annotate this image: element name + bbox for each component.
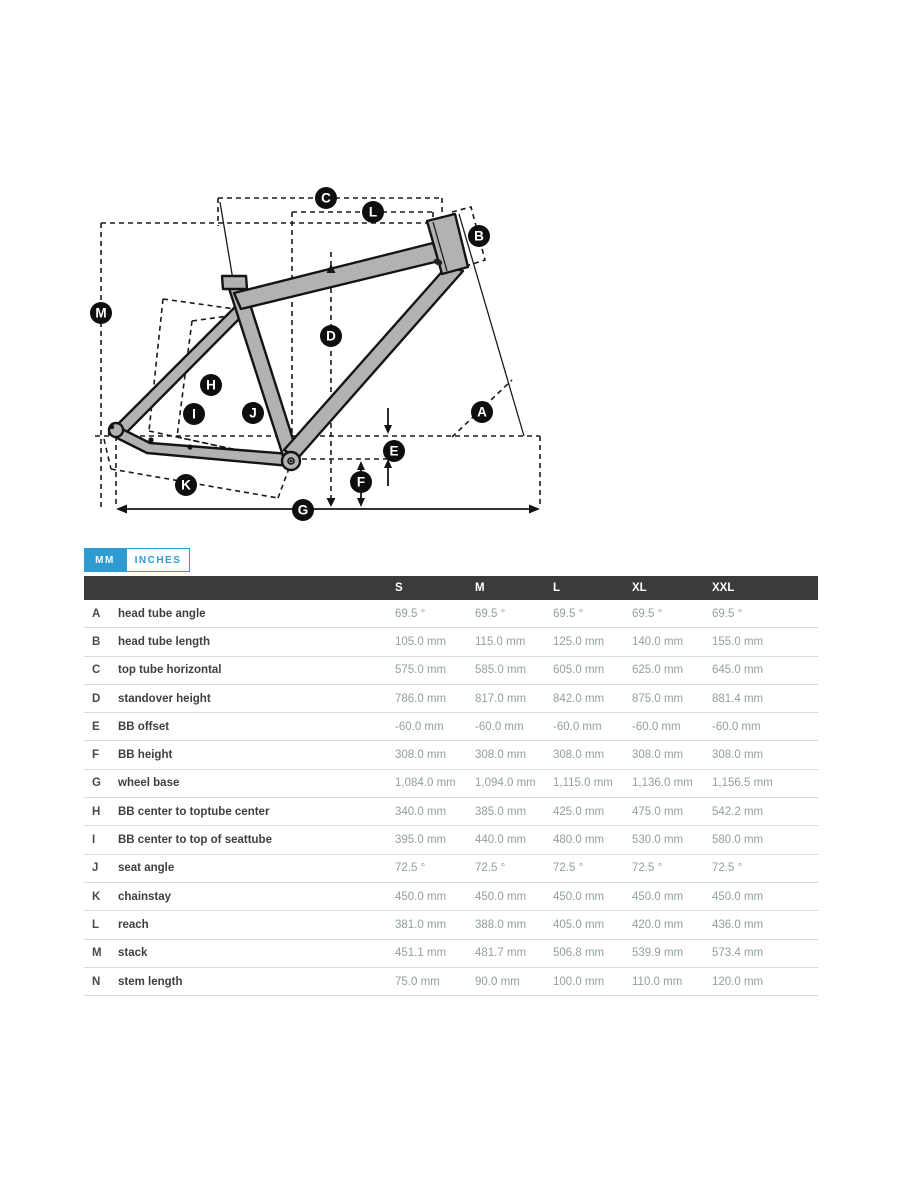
cell-value-xl: 72.5 °	[632, 862, 663, 875]
cell-value-s: 575.0 mm	[395, 664, 447, 677]
cell-value-xxl: 308.0 mm	[712, 749, 764, 762]
cell-value-s: 340.0 mm	[395, 805, 447, 818]
cell-value-s: 395.0 mm	[395, 834, 447, 847]
table-body	[84, 600, 818, 996]
cell-value-xxl: 580.0 mm	[712, 834, 764, 847]
cell-value-l: 450.0 mm	[553, 890, 605, 903]
row-label: seat angle	[118, 862, 175, 875]
table-row	[84, 798, 818, 826]
column-header-xl: XL	[632, 582, 647, 594]
cell-value-m: 388.0 mm	[475, 918, 527, 931]
table-row	[84, 770, 818, 798]
table-row	[84, 741, 818, 769]
cell-value-l: 425.0 mm	[553, 805, 605, 818]
row-key: K	[92, 890, 101, 903]
table-row	[84, 968, 818, 996]
cell-value-xl: 450.0 mm	[632, 890, 684, 903]
cell-value-m: 1,094.0 mm	[475, 777, 536, 790]
svg-text:G: G	[297, 502, 309, 518]
cell-value-s: 786.0 mm	[395, 692, 447, 705]
cell-value-l: 842.0 mm	[553, 692, 605, 705]
diagram-marker-A	[471, 401, 493, 423]
column-header-l: L	[553, 582, 561, 594]
cell-value-l: 125.0 mm	[553, 635, 605, 648]
row-key: E	[92, 720, 100, 733]
cell-value-s: 75.0 mm	[395, 975, 440, 988]
row-label: BB center to top of seattube	[118, 834, 272, 847]
diagram-marker-G	[292, 499, 314, 521]
tab-mm[interactable]: MM	[84, 548, 126, 572]
diagram-marker-F	[350, 471, 372, 493]
table-row	[84, 940, 818, 968]
svg-text:H: H	[206, 377, 216, 393]
row-label: top tube horizontal	[118, 664, 222, 677]
cell-value-s: 381.0 mm	[395, 918, 447, 931]
bb-dot	[290, 460, 293, 463]
cell-value-l: 1,115.0 mm	[553, 777, 613, 790]
bike-geometry-diagram	[85, 175, 555, 525]
cell-value-xxl: -60.0 mm	[712, 720, 761, 733]
row-label: stem length	[118, 975, 183, 988]
svg-text:M: M	[95, 305, 107, 321]
table-row	[84, 713, 818, 741]
diagram-marker-M	[90, 302, 112, 324]
row-label: BB center to toptube center	[118, 805, 270, 818]
cell-value-xxl: 120.0 mm	[712, 975, 764, 988]
dropout-bolt	[110, 425, 114, 429]
diagram-marker-B	[468, 225, 490, 247]
cell-value-xxl: 881.4 mm	[712, 692, 764, 705]
table-row	[84, 685, 818, 713]
svg-text:C: C	[321, 190, 331, 206]
row-key: M	[92, 947, 102, 960]
cell-value-xxl: 69.5 °	[712, 607, 743, 620]
cell-value-s: 450.0 mm	[395, 890, 447, 903]
diagram-marker-D	[320, 325, 342, 347]
cell-value-l: -60.0 mm	[553, 720, 602, 733]
stay-bolt-1	[148, 437, 153, 442]
cell-value-m: -60.0 mm	[475, 720, 524, 733]
row-key: G	[92, 777, 101, 790]
cell-value-xl: 1,136.0 mm	[632, 777, 693, 790]
cell-value-xl: 140.0 mm	[632, 635, 684, 648]
cell-value-m: 450.0 mm	[475, 890, 527, 903]
cell-value-xxl: 72.5 °	[712, 862, 743, 875]
row-key: B	[92, 635, 101, 648]
cell-value-m: 69.5 °	[475, 607, 506, 620]
cell-value-l: 100.0 mm	[553, 975, 605, 988]
table-row	[84, 911, 818, 939]
cell-value-l: 605.0 mm	[553, 664, 605, 677]
cell-value-xxl: 450.0 mm	[712, 890, 764, 903]
cell-value-m: 72.5 °	[475, 862, 506, 875]
cell-value-m: 90.0 mm	[475, 975, 520, 988]
table-row	[84, 855, 818, 883]
cell-value-xl: -60.0 mm	[632, 720, 681, 733]
cell-value-xxl: 155.0 mm	[712, 635, 764, 648]
svg-text:L: L	[368, 204, 378, 220]
table-header	[84, 576, 818, 600]
row-key: A	[92, 607, 101, 620]
row-key: C	[92, 664, 101, 677]
diagram-marker-K	[175, 474, 197, 496]
row-key: L	[92, 918, 100, 931]
svg-text:B: B	[474, 228, 484, 244]
cell-value-xl: 875.0 mm	[632, 692, 684, 705]
cell-value-m: 385.0 mm	[475, 805, 527, 818]
cell-value-xl: 420.0 mm	[632, 918, 684, 931]
unit-tabs	[84, 548, 190, 572]
table-row	[84, 826, 818, 854]
cell-value-m: 585.0 mm	[475, 664, 527, 677]
table-row	[84, 600, 818, 628]
tab-inches[interactable]: INCHES	[126, 548, 190, 572]
table-row	[84, 657, 818, 685]
cell-value-l: 480.0 mm	[553, 834, 605, 847]
cell-value-s: 105.0 mm	[395, 635, 447, 648]
seat-collar	[222, 276, 247, 289]
row-label: BB offset	[118, 720, 170, 733]
cell-value-l: 72.5 °	[553, 862, 584, 875]
seat-tube	[226, 279, 298, 459]
svg-text:E: E	[389, 443, 399, 459]
cell-value-xxl: 1,156.5 mm	[712, 777, 773, 790]
chain-stays	[109, 424, 290, 466]
bike-frame	[109, 214, 468, 470]
row-key: J	[92, 862, 99, 875]
row-key: H	[92, 805, 101, 818]
row-label: reach	[118, 918, 149, 931]
diagram-marker-L	[362, 201, 384, 223]
cell-value-m: 115.0 mm	[475, 635, 526, 648]
cell-value-xxl: 542.2 mm	[712, 805, 764, 818]
cell-value-s: -60.0 mm	[395, 720, 444, 733]
geometry-svg	[85, 175, 555, 525]
cell-value-xxl: 436.0 mm	[712, 918, 764, 931]
row-key: D	[92, 692, 101, 705]
cell-value-s: 1,084.0 mm	[395, 777, 456, 790]
cell-value-xl: 530.0 mm	[632, 834, 684, 847]
svg-text:I: I	[192, 406, 196, 422]
cell-value-m: 481.7 mm	[475, 947, 527, 960]
cell-value-l: 405.0 mm	[553, 918, 605, 931]
row-label: wheel base	[118, 777, 180, 790]
svg-text:D: D	[326, 328, 336, 344]
down-tube	[284, 266, 463, 458]
diagram-marker-I	[183, 403, 205, 425]
cell-value-xxl: 573.4 mm	[712, 947, 764, 960]
cell-value-xl: 475.0 mm	[632, 805, 684, 818]
svg-text:J: J	[249, 405, 257, 421]
diagram-marker-H	[200, 374, 222, 396]
row-key: N	[92, 975, 101, 988]
svg-text:K: K	[181, 477, 191, 493]
cell-value-s: 308.0 mm	[395, 749, 447, 762]
table-row	[84, 628, 818, 656]
diagram-marker-C	[315, 187, 337, 209]
cell-value-l: 506.8 mm	[553, 947, 605, 960]
cell-value-xl: 69.5 °	[632, 607, 663, 620]
cell-value-xl: 308.0 mm	[632, 749, 684, 762]
row-label: BB height	[118, 749, 173, 762]
row-label: standover height	[118, 692, 211, 705]
row-label: head tube length	[118, 635, 210, 648]
cell-value-xl: 539.9 mm	[632, 947, 684, 960]
column-header-s: S	[395, 582, 403, 594]
top-tube	[234, 243, 439, 309]
cell-value-m: 308.0 mm	[475, 749, 527, 762]
row-label: head tube angle	[118, 607, 206, 620]
cell-value-m: 440.0 mm	[475, 834, 527, 847]
cell-value-l: 308.0 mm	[553, 749, 605, 762]
row-key: F	[92, 749, 100, 762]
seat-stays	[114, 306, 244, 436]
row-label: chainstay	[118, 890, 172, 903]
cell-value-m: 817.0 mm	[475, 692, 527, 705]
cell-value-s: 69.5 °	[395, 607, 426, 620]
column-header-m: M	[475, 582, 485, 594]
cell-value-s: 451.1 mm	[395, 947, 447, 960]
geometry-table	[84, 576, 818, 996]
cell-value-xl: 110.0 mm	[632, 975, 683, 988]
stay-bolt-2	[187, 444, 192, 449]
cell-value-l: 69.5 °	[553, 607, 584, 620]
table-row	[84, 883, 818, 911]
cell-value-xxl: 645.0 mm	[712, 664, 764, 677]
diagram-marker-E	[383, 440, 405, 462]
svg-text:F: F	[356, 474, 366, 490]
svg-text:A: A	[477, 404, 487, 420]
column-header-xxl: XXL	[712, 582, 735, 594]
row-label: stack	[118, 947, 148, 960]
cell-value-xl: 625.0 mm	[632, 664, 684, 677]
diagram-marker-J	[242, 402, 264, 424]
row-key: I	[92, 834, 96, 847]
cell-value-s: 72.5 °	[395, 862, 426, 875]
